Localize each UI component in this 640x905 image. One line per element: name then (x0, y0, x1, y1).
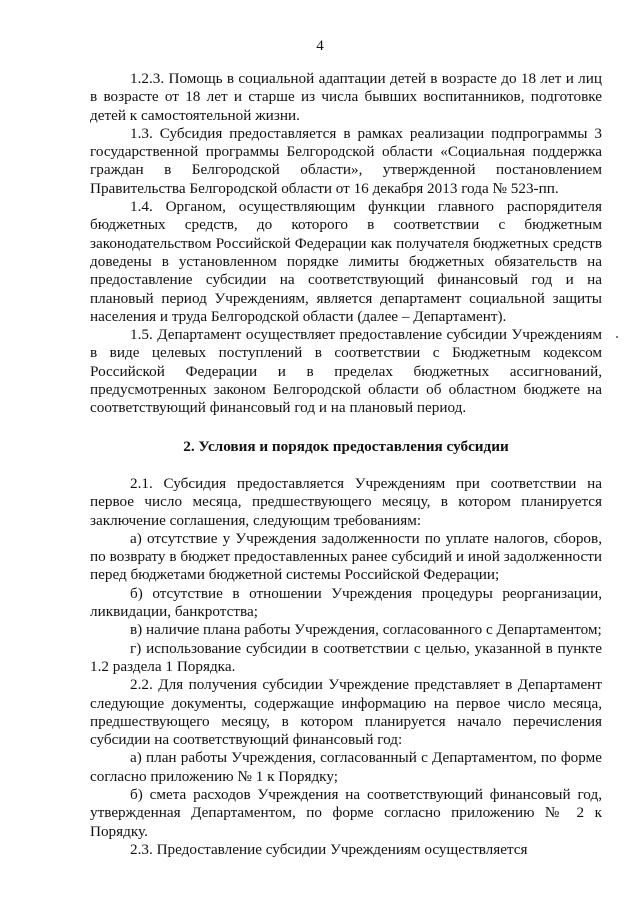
paragraph-2-1-a: а) отсутствие у Учреждения задолженности по уплате налогов, сборов, по возврату в бюджет предоставленных ранее субсидий и иной задолженности перед бюджетами бюджетной системы Российской Федерации; (90, 529, 602, 584)
scan-speck (616, 336, 618, 338)
paragraph-1-4: 1.4. Органом, осуществляющим функции главного распорядителя бюджетных средств, до которого в соответствии с бюджетным законодательством Российской Федерации как получателя бюджетных средств доведены в установленном порядке лимиты бюджетных обязательств на предоставление субсидии на соответствующий финансовый год и на плановый период Учреждениям, является департамент социальной защиты населения и труда Белгородской области (далее – Департамент). (90, 198, 602, 325)
paragraph-2-2: 2.2. Для получения субсидии Учреждение представляет в Департамент следующие документы, содержащие информацию на первое число месяца, предшествующего месяцу, в котором планируется начало перечисления субсидии на соответствующий финансовый год: (90, 676, 602, 749)
paragraph-2-1-v: в) наличие плана работы Учреждения, согласованного с Департаментом; (130, 621, 602, 639)
paragraph-2-2-a: а) план работы Учреждения, согласованный с Департаментом, по форме согласно приложению № 1 к Порядку; (90, 749, 602, 785)
paragraph-1-3: 1.3. Субсидия предоставляется в рамках реализации подпрограммы 3 государственной программы Белгородской области «Социальная поддержка граждан в Белгородской области», утвержденной постановлением Правительства Белгородской области от 16 декабря 2013 года № 523-пп. (90, 124, 602, 197)
paragraph-1-2-3: 1.2.3. Помощь в социальной адаптации детей в возрасте до 18 лет и лиц в возрасте от 18 лет и старше из числа бывших воспитанников, подготовке детей к самостоятельной жизни. (90, 70, 602, 124)
paragraph-2-1-b: б) отсутствие в отношении Учреждения процедуры реорганизации, ликвидации, банкротства; (90, 584, 602, 621)
page-number: 4 (316, 38, 324, 54)
section-heading: 2. Условия и порядок предоставления субсидии (183, 437, 509, 455)
document-body (90, 70, 602, 859)
paragraph-2-3: 2.3. Предоставление субсидии Учреждениям осуществляется (130, 840, 528, 858)
paragraph-1-5: 1.5. Департамент осуществляет предоставление субсидии Учреждениям в виде целевых поступлений в соответствии с Бюджетным кодексом Российской Федерации и в пределах бюджетных ассигнований, предусмотренных законом Белгородской области об областном бюджете на соответствующий финансовый год и на плановый период. (90, 326, 602, 417)
paragraph-2-1-g: г) использование субсидии в соответствии с целью, указанной в пункте 1.2 раздела 1 Порядка. (90, 639, 602, 675)
paragraph-2-1: 2.1. Субсидия предоставляется Учреждениям при соответствии на первое число месяца, предшествующего месяцу, в котором планируется заключение соглашения, следующим требованиям: (90, 474, 602, 529)
paragraph-2-2-b: б) смета расходов Учреждения на соответствующий финансовый год, утвержденная Департаментом, по форме согласно приложению № 2 к Порядку. (90, 785, 602, 840)
